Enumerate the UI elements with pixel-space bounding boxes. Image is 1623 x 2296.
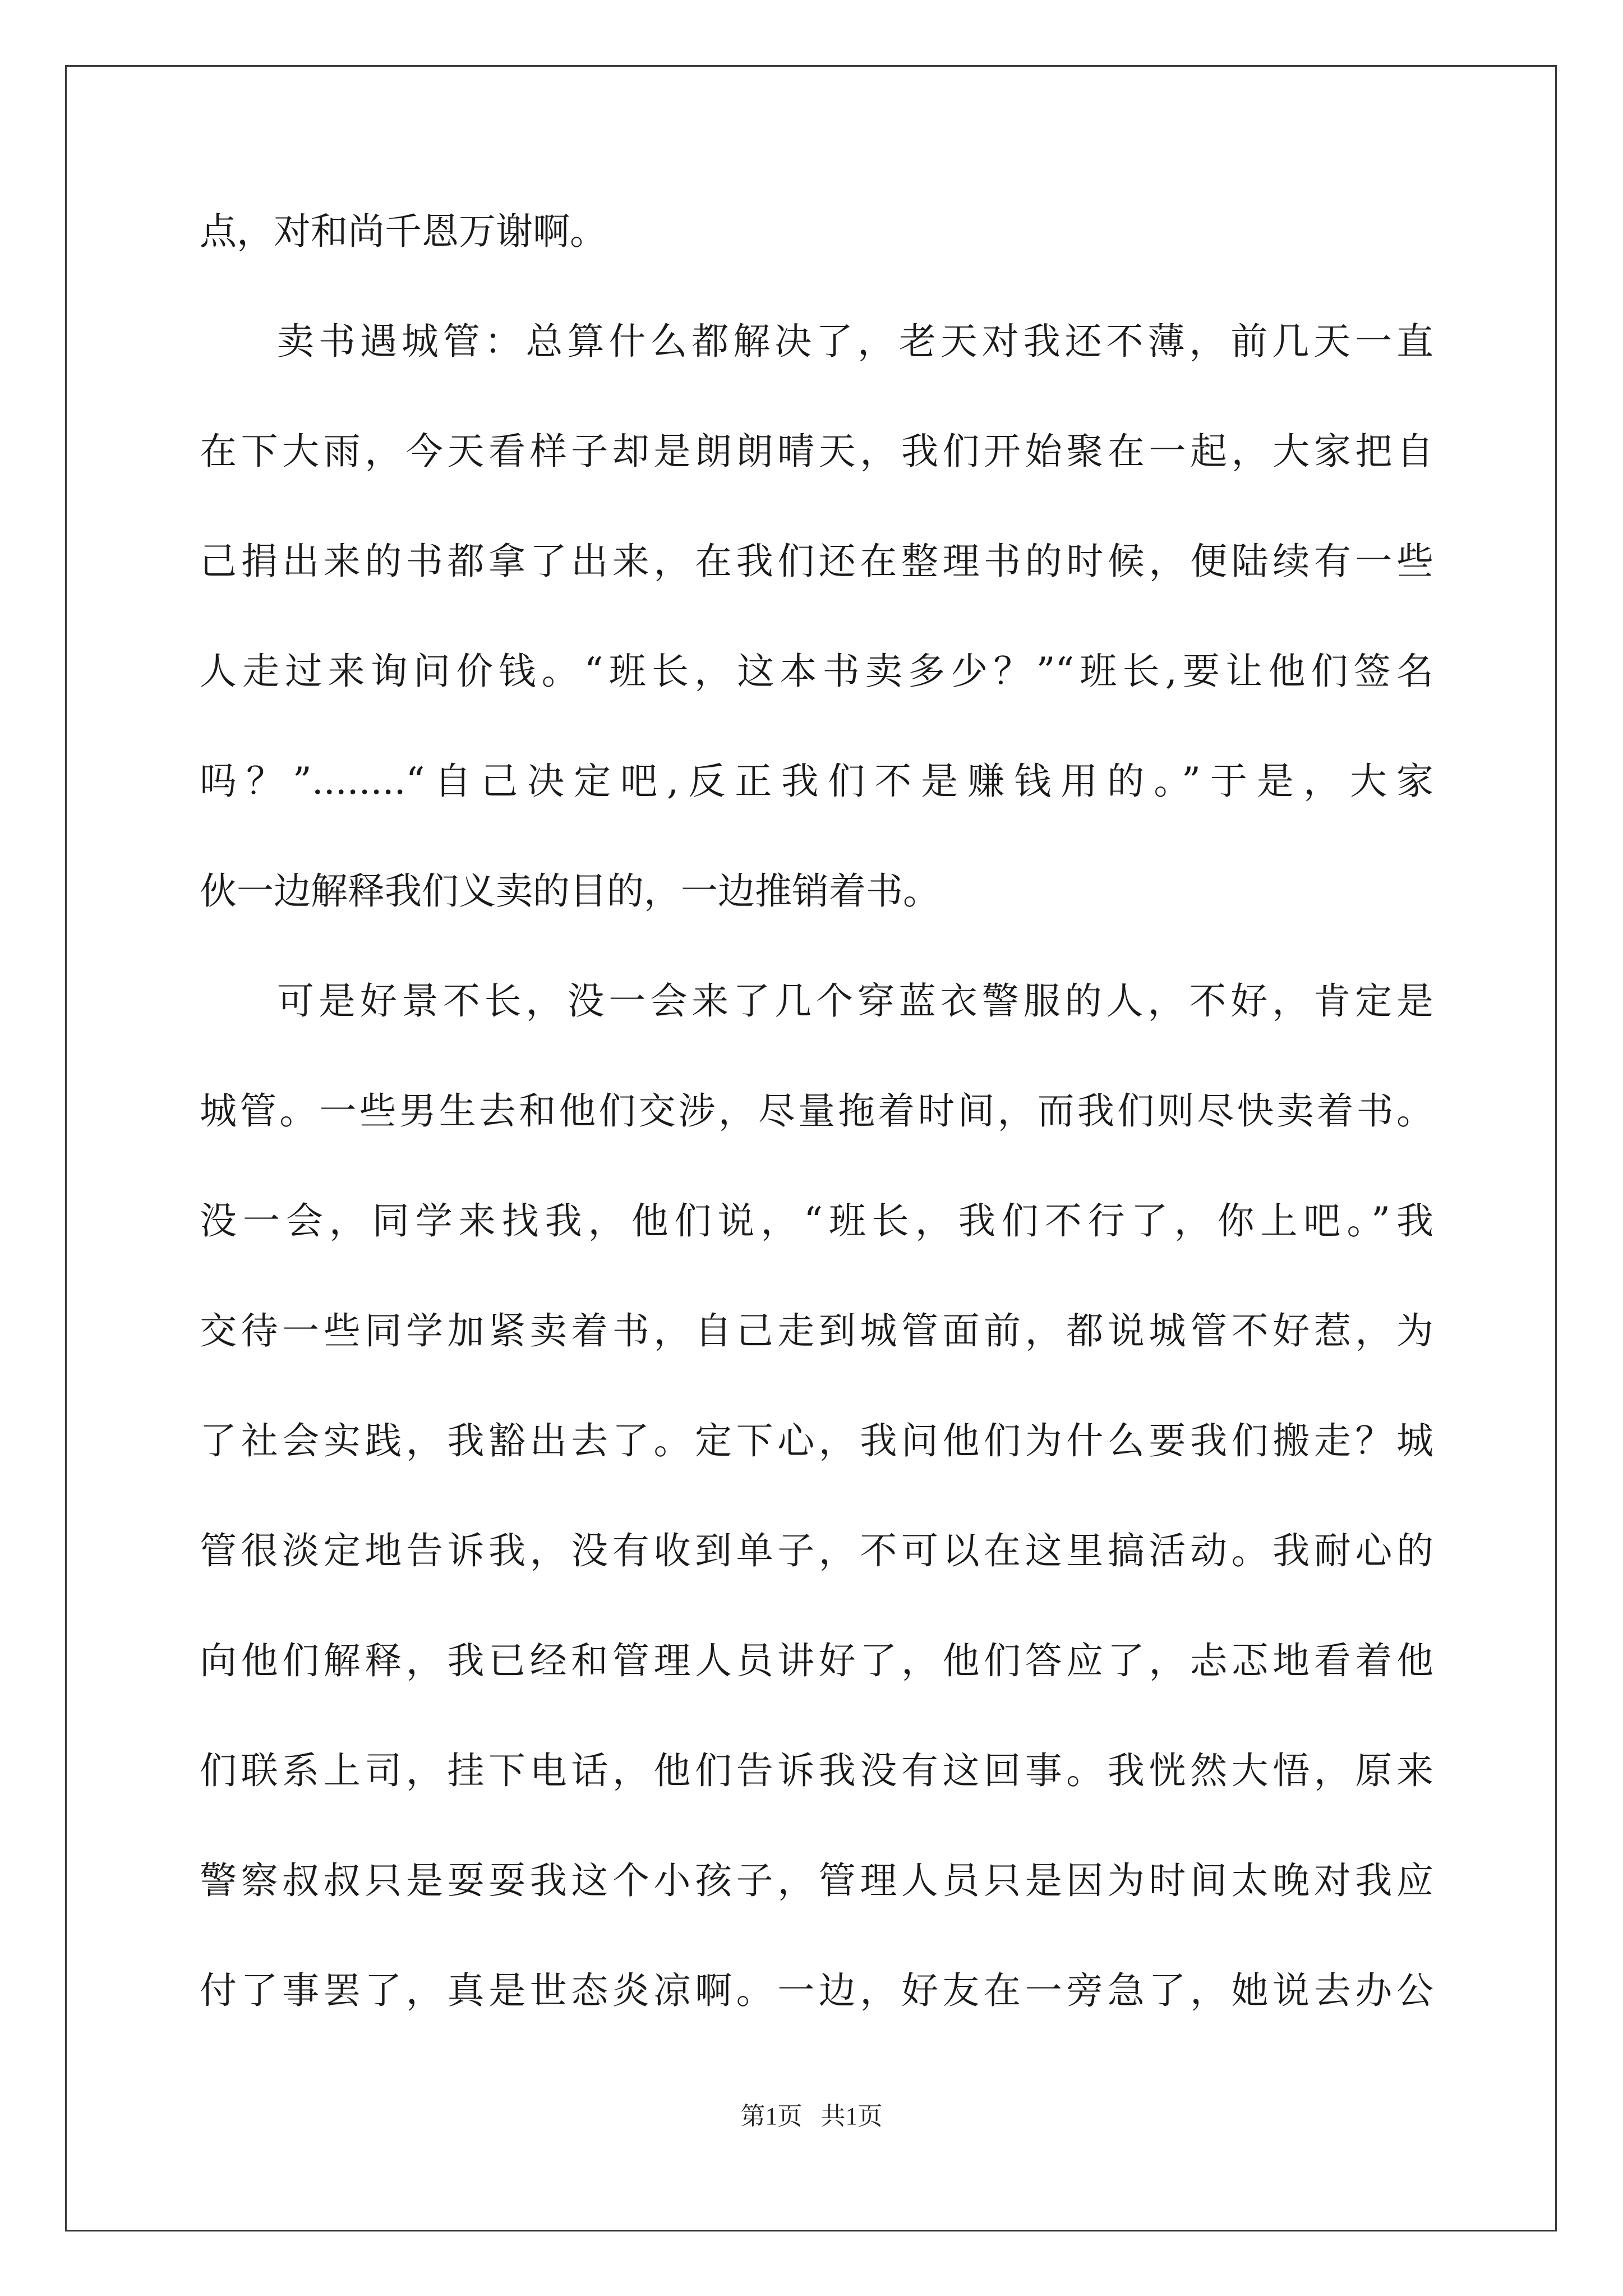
paragraph-line: 了社会实践，我豁出去了。定下心，我问他们为什么要我们搬走？城: [200, 1419, 1433, 1462]
document-body: [200, 210, 1433, 2082]
paragraph-line: 向他们解释，我已经和管理人员讲好了，他们答应了，忐忑地看着他: [200, 1639, 1433, 1682]
paragraph-line: 没一会，同学来找我，他们说，“班长，我们不行了，你上吧。”我: [200, 1199, 1433, 1243]
paragraph-line: 付了事罢了，真是世态炎凉啊。一边，好友在一旁急了，她说去办公: [200, 1969, 1433, 2012]
paragraph-line: 管很淡定地告诉我，没有收到单子，不可以在这里搞活动。我耐心的: [200, 1529, 1433, 1572]
paragraph-line: 交待一些同学加紧卖着书，自己走到城管面前，都说城管不好惹，为: [200, 1309, 1433, 1352]
paragraph-line: 吗？”........“自己决定吧,反正我们不是赚钱用的。”于是，大家: [200, 760, 1433, 803]
paragraph-line: 己捐出来的书都拿了出来，在我们还在整理书的时候，便陆续有一些: [200, 540, 1433, 583]
paragraph-line: 城管。一些男生去和他们交涉，尽量拖着时间，而我们则尽快卖着书。: [200, 1089, 1433, 1133]
page-number: 第1页: [740, 2102, 803, 2130]
page-footer: [0, 2096, 1623, 2132]
paragraph-line: 在下大雨，今天看样子却是朗朗晴天，我们开始聚在一起，大家把自: [200, 430, 1433, 473]
paragraph-line: 人走过来询问价钱。“班长，这本书卖多少？”“班长,要让他们签名: [200, 650, 1433, 693]
paragraph-line: 警察叔叔只是耍耍我这个小孩子，管理人员只是因为时间太晚对我应: [200, 1859, 1433, 1902]
paragraph-line: 们联系上司，挂下电话，他们告诉我没有这回事。我恍然大悟，原来: [200, 1749, 1433, 1792]
paragraph-line: 点，对和尚千恩万谢啊。: [200, 210, 607, 253]
paragraph-line: 卖书遇城管：总算什么都解决了，老天对我还不薄，前几天一直: [277, 320, 1433, 363]
paragraph-line: 伙一边解释我们义卖的目的，一边推销着书。: [200, 869, 940, 913]
paragraph-line: 可是好景不长，没一会来了几个穿蓝衣警服的人，不好，肯定是: [277, 979, 1433, 1023]
page-total: 共1页: [820, 2102, 883, 2130]
